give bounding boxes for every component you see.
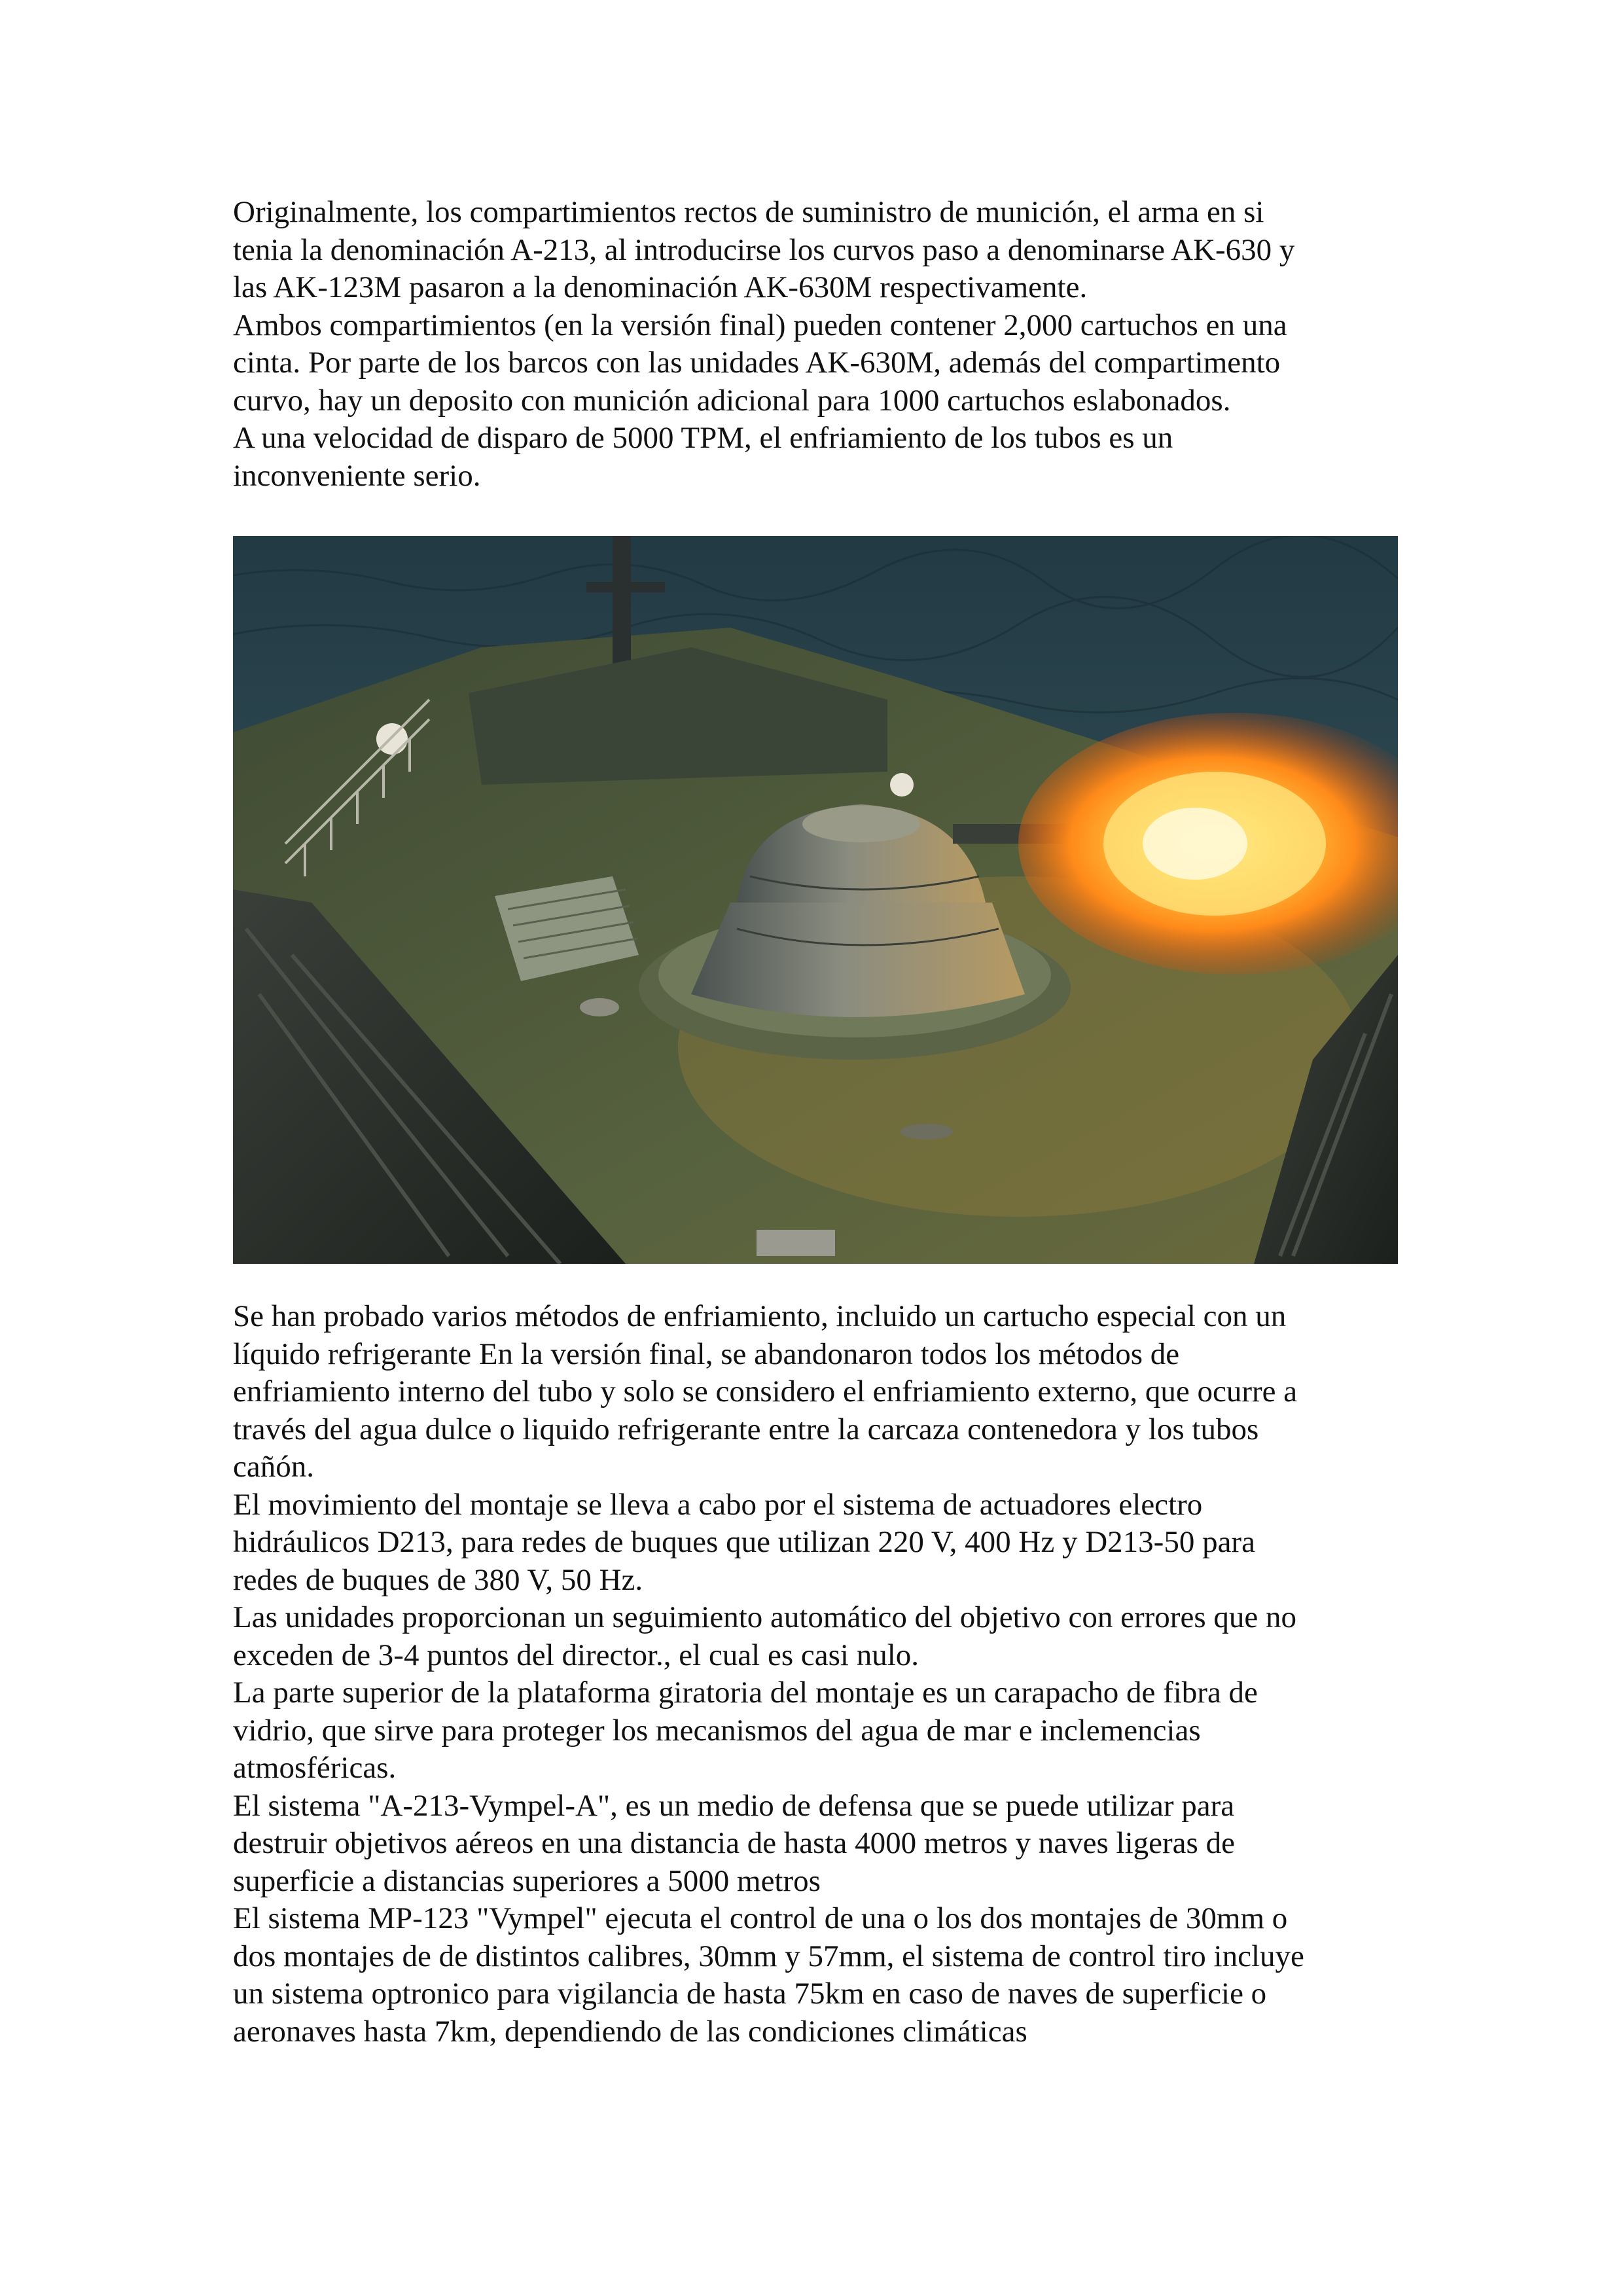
text-line: superficie a distancias superiores a 5000 metros [233,1863,821,1898]
text-line: aeronaves hasta 7km, dependiendo de las condiciones climáticas [233,2014,1027,2049]
text-line: atmosféricas. [233,1751,397,1785]
text-line: cinta. Por parte de los barcos con las unidades AK-630M, además del compartimento [233,346,1281,380]
text-line: El movimiento del montaje se lleva a cabo por el sistema de actuadores electro [233,1487,1203,1522]
intro-paragraphs [233,194,1398,495]
text-line: Ambos compartimientos (en la versión final) pueden contener 2,000 cartuchos en una [233,308,1287,342]
text-line: enfriamiento interno del tubo y solo se considero el enfriamiento externo, que ocurre a [233,1374,1298,1408]
text-line: A una velocidad de disparo de 5000 TPM, el enfriamiento de los tubos es un [233,421,1173,455]
text-line: El sistema "A-213-Vympel-A", es un medio de defensa que se puede utilizar para [233,1788,1235,1823]
text-line: un sistema optronico para vigilancia de hasta 75km en caso de naves de superficie o [233,1977,1267,2011]
text-line: tenia la denominación A-213, al introducirse los curvos paso a denominarse AK-630 y [233,232,1295,267]
text-line: redes de buques de 380 V, 50 Hz. [233,1562,643,1597]
text-line: través del agua dulce o liquido refrigerante entre la carcaza contenedora y los tubos [233,1412,1259,1446]
text-line: Se han probado varios métodos de enfriamiento, incluido un cartucho especial con un [233,1299,1287,1333]
text-line: inconveniente serio. [233,458,481,493]
text-line: las AK-123M pasaron a la denominación AK-630M respectivamente. [233,270,1088,304]
text-line: exceden de 3-4 puntos del director., el cual es casi nulo. [233,1638,919,1672]
text-line: líquido refrigerante En la versión final, se abandonaron todos los métodos de [233,1336,1180,1371]
text-line: dos montajes de de distintos calibres, 30mm y 57mm, el sistema de control tiro incluye [233,1939,1304,1973]
text-line: vidrio, que sirve para proteger los mecanismos del agua de mar e inclemencias [233,1713,1201,1748]
gun-turret-photo [233,536,1398,1264]
body-paragraphs [233,1298,1398,2051]
text-line: El sistema MP-123 "Vympel" ejecuta el control de una o los dos montajes de 30mm o [233,1901,1288,1935]
text-line: curvo, hay un deposito con munición adicional para 1000 cartuchos eslabonados. [233,383,1231,418]
text-line: Originalmente, los compartimientos rectos de suministro de munición, el arma en si [233,195,1264,229]
text-line: cañón. [233,1450,314,1484]
text-line: destruir objetivos aéreos en una distancia de hasta 4000 metros y naves ligeras de [233,1826,1235,1860]
text-line: hidráulicos D213, para redes de buques que utilizan 220 V, 400 Hz y D213-50 para [233,1525,1255,1559]
text-line: Las unidades proporcionan un seguimiento automático del objetivo con errores que no [233,1600,1296,1634]
text-line: La parte superior de la plataforma giratoria del montaje es un carapacho de fibra de [233,1676,1258,1710]
